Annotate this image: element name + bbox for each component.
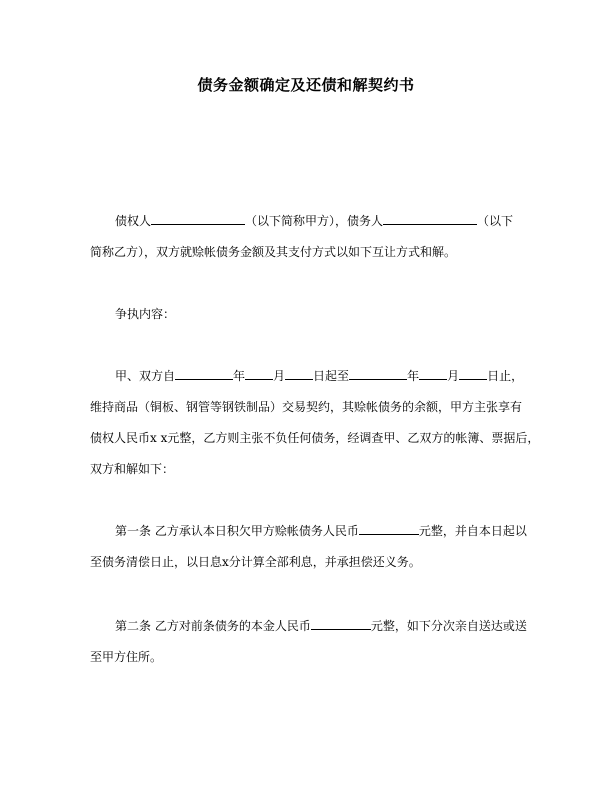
debtor-blank bbox=[383, 211, 477, 225]
dispute-paragraph bbox=[90, 299, 522, 330]
document-title: 债务金额确定及还债和解契约书 bbox=[197, 76, 415, 94]
intro-paragraph bbox=[90, 206, 522, 268]
background-line-2: 维持商品（铜板、钢管等钢铁制品）交易契约，其赊帐债务的余额，甲方主张享有 bbox=[90, 400, 523, 414]
end-month-label: 月 bbox=[447, 369, 460, 383]
background-paragraph bbox=[90, 361, 540, 485]
debtor-note: （以下 bbox=[477, 214, 514, 228]
start-month-blank bbox=[245, 366, 273, 380]
end-year-blank bbox=[349, 366, 407, 380]
background-intro-text: 甲、双方自 bbox=[115, 369, 176, 383]
end-year-label: 年 bbox=[407, 369, 420, 383]
creditor-label: 债权人 bbox=[115, 214, 152, 228]
article-2-paragraph bbox=[90, 611, 527, 673]
background-line-1 bbox=[90, 361, 522, 392]
article-1-line-1 bbox=[90, 516, 527, 547]
article-2-line-2: 至甲方住所。 bbox=[90, 650, 163, 664]
start-year-label: 年 bbox=[233, 369, 246, 383]
creditor-note: （以下简称甲方），债务人 bbox=[245, 214, 384, 228]
end-day-blank bbox=[459, 366, 487, 380]
article-1-amount-blank bbox=[359, 521, 419, 535]
article-1-line-2: 至债务清偿日止，以日息x分计算全部利息，并承担偿还义务。 bbox=[90, 555, 421, 569]
end-day-label: 日止， bbox=[487, 369, 524, 383]
article-2-amount-blank bbox=[311, 616, 371, 630]
start-year-blank bbox=[175, 366, 233, 380]
intro-line-2: 简称乙方），双方就赊帐债务金额及其支付方式以如下互让方式和解。 bbox=[90, 245, 457, 259]
creditor-blank bbox=[151, 211, 245, 225]
dispute-heading: 争执内容： bbox=[115, 307, 176, 321]
article-2-line-1 bbox=[90, 611, 527, 642]
article-1-text-a: 第一条 乙方承认本日积欠甲方赊帐债务人民币 bbox=[115, 524, 359, 538]
start-day-blank bbox=[285, 366, 313, 380]
article-2-text-a: 第二条 乙方对前条债务的本金人民币 bbox=[115, 619, 311, 633]
intro-line-1 bbox=[90, 206, 522, 237]
article-2-text-b: 元整，如下分次亲自送达或送 bbox=[370, 619, 527, 633]
background-line-4: 双方和解如下： bbox=[90, 462, 175, 476]
start-day-label: 日起至 bbox=[313, 369, 350, 383]
start-month-label: 月 bbox=[273, 369, 286, 383]
end-month-blank bbox=[419, 366, 447, 380]
article-1-paragraph bbox=[90, 516, 527, 578]
article-1-text-b: 元整，并自本日起以 bbox=[418, 524, 527, 538]
background-line-3: 债权人民币x x元整，乙方则主张不负任何债务，经调查甲、乙双方的帐簿、票据后， bbox=[90, 431, 540, 445]
